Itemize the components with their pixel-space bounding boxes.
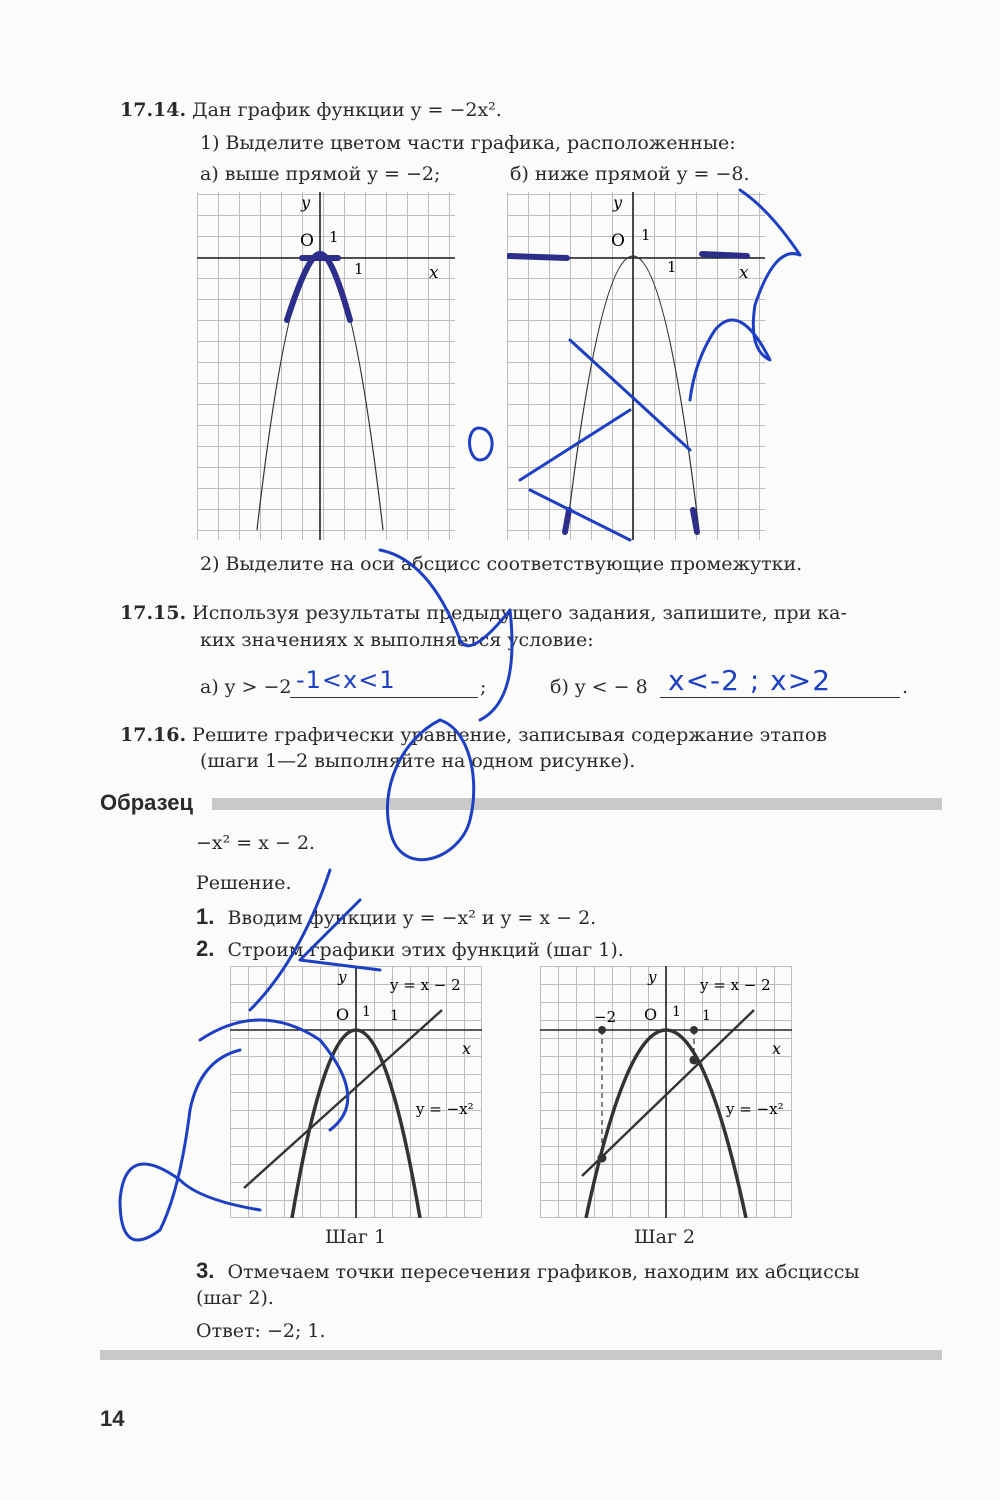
task-1714-part-a: а) выше прямой y = −2; [200,163,441,185]
scribble-o-small [470,428,493,460]
step-number: 2. [196,936,215,961]
step-text: Отмечаем точки пересечения графиков, находим их абсциссы [227,1261,860,1283]
task-text: Используя результаты предыдущего задания, запишите, при ка- [192,602,847,624]
answer-line-a [290,697,478,698]
sample-graph-step1 [230,966,482,1218]
step-text: Строим графики этих функций (шаг 1). [227,939,624,961]
sample-step-1 [196,904,597,931]
task-1714-sub1: 1) Выделите цветом части графика, расположенные: [200,132,736,154]
task-1716-line1 [120,722,827,748]
graph-a [197,192,455,540]
intersection-point-right [690,1056,699,1065]
separator: ; [480,676,487,698]
task-1715-b-label: б) y < − 8 [550,676,648,698]
parabola-equation-label: y = −x² [726,1100,784,1118]
step-number: 3. [196,1258,215,1283]
x-label: x [739,263,749,283]
intersection-point-left [598,1154,607,1163]
task-1715-line1 [120,600,847,626]
task-1714-sub2: 2) Выделите на оси абсцисс соответствующие промежутки. [200,553,803,575]
caption-step1: Шаг 1 [325,1226,387,1248]
line-equation-label: y = x − 2 [390,976,461,994]
one-label-y: 1 [362,1004,371,1020]
one-label-x: 1 [354,260,364,278]
origin-label: O [300,231,314,251]
line-equation-label: y = x − 2 [700,976,771,994]
sample-bottom-bar [100,1350,942,1360]
sample-answer: Ответ: −2; 1. [196,1320,326,1342]
solution-label: Решение. [196,872,292,894]
sample-equation: −x² = x − 2. [196,832,316,854]
origin-label: O [611,231,625,251]
origin-label: O [644,1005,658,1024]
sample-header-bar [212,798,942,810]
one-label-x: 1 [390,1008,399,1024]
graph-b-grid [507,192,765,540]
end-dot: . [902,676,909,698]
ink-highlight [509,254,747,532]
sample-step-2 [196,936,624,963]
task-text: Решите графически уравнение, записывая содержание этапов [192,724,827,746]
task-number: 17.16. [120,724,187,746]
task-number: 17.14. [120,99,187,121]
task-1715-line2: ких значениях x выполняется условие: [200,629,594,651]
task-number: 17.15. [120,602,187,624]
axis-point-left [598,1026,606,1034]
minus-two-label: −2 [594,1008,617,1026]
task-text: Дан график функции y = −2x². [192,99,502,121]
sample-step-3-line2: (шаг 2). [196,1287,274,1309]
parabola-equation-label: y = −x² [416,1100,474,1118]
y-label: y [613,193,623,212]
ink-highlight [287,254,350,320]
axis-point-right [690,1026,698,1034]
origin-label: O [336,1005,350,1024]
one-label-y: 1 [672,1004,681,1020]
task-1716-line2: (шаги 1—2 выполняйте на одном рисунке). [200,750,636,772]
task-1714-heading [120,97,502,123]
page-number: 14 [100,1406,125,1431]
x-label: x [429,263,439,283]
x-label: x [772,1039,782,1058]
task-1714-part-b: б) ниже прямой y = −8. [510,163,750,185]
y-label: y [301,193,311,212]
one-label-y: 1 [641,226,651,244]
answer-a-handwritten: -1<x<1 [296,666,396,694]
y-label: y [648,968,657,986]
task-1715-a-label: а) y > −2 [200,676,292,698]
sample-graph-step2 [540,966,792,1218]
caption-step2: Шаг 2 [634,1226,696,1248]
one-label-x: 1 [667,258,677,276]
x-label: x [462,1039,472,1058]
one-label-x: 1 [702,1008,711,1024]
one-label-y: 1 [329,228,339,246]
answer-b-handwritten: x<-2 ; x>2 [668,664,832,697]
graph-a-grid [197,192,455,540]
sample-step-3 [196,1258,860,1285]
step-number: 1. [196,904,215,929]
graph-b [507,192,765,540]
sample-title: Образец [100,790,194,815]
answer-line-b [660,697,900,698]
y-label: y [338,968,347,986]
step-text: Вводим функции y = −x² и y = x − 2. [227,907,597,929]
